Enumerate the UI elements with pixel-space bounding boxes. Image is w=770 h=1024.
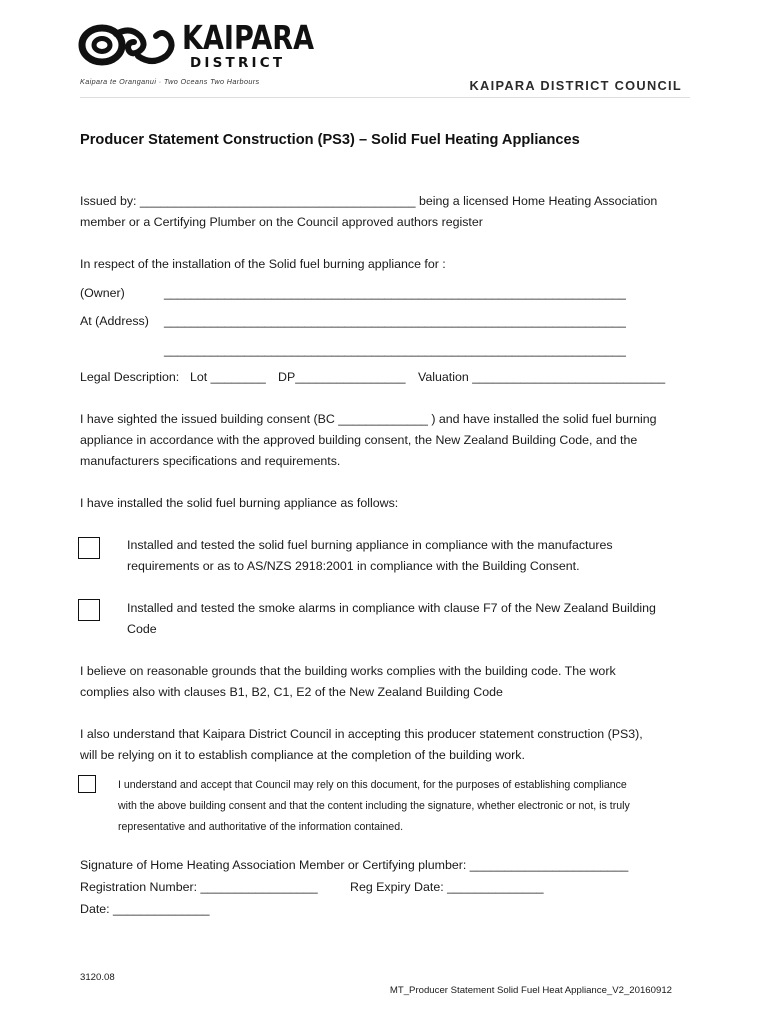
date-field[interactable]: Date: ______________ — [80, 902, 210, 916]
logo-district-word: DISTRICT — [190, 55, 286, 71]
address-field-2[interactable]: _____________________________________________________________________ — [164, 343, 626, 357]
issued-by-line[interactable]: Issued by: ________________________________________ being a licensed Home Heating Association — [80, 194, 658, 208]
document-title: Producer Statement Construction (PS3) – Solid Fuel Heating Appliances — [80, 132, 580, 148]
sighted-line-1[interactable]: I have sighted the issued building consent (BC _____________ ) and have installed the solid fuel burning — [80, 412, 657, 426]
installed-heading: I have installed the solid fuel burning appliance as follows: — [80, 496, 399, 510]
believe-line-2: complies also with clauses B1, B2, C1, E2 of the New Zealand Building Code — [80, 685, 503, 699]
council-name: KAIPARA DISTRICT COUNCIL — [469, 78, 682, 93]
check1-line-2: requirements or as to AS/NZS 2918:2001 in compliance with the Building Consent. — [127, 559, 580, 573]
owner-label: (Owner) — [80, 286, 125, 300]
registration-number-field[interactable]: Registration Number: _________________ — [80, 880, 318, 894]
sighted-line-2: appliance in accordance with the approved building consent, the New Zealand Building Code, and the — [80, 433, 638, 447]
accept-reliance-checkbox[interactable] — [78, 775, 96, 793]
signature-field[interactable]: Signature of Home Heating Association Member or Certifying plumber: _______________________ — [80, 858, 629, 872]
address-label: At (Address) — [80, 314, 149, 328]
sighted-line-3: manufacturers specifications and requirements. — [80, 454, 341, 468]
believe-line-1: I believe on reasonable grounds that the building works complies with the building code. The work — [80, 664, 616, 678]
check3-line-3: representative and authoritative of the information contained. — [118, 821, 404, 833]
smoke-alarm-checkbox[interactable] — [78, 599, 100, 621]
lot-field[interactable]: Lot ________ — [190, 370, 266, 384]
file-reference: MT_Producer Statement Solid Fuel Heat Appliance_V2_20160912 — [389, 985, 672, 996]
check1-line-1: Installed and tested the solid fuel burning appliance in compliance with the manufactures — [127, 538, 613, 552]
logo-kaipara-word: KAIPARA — [182, 18, 315, 57]
check3-line-2: with the above building consent and that the content including the signature, whether electronic or not, is truly — [118, 800, 630, 812]
form-code: 3120.08 — [80, 972, 115, 983]
check3-line-1: I understand and accept that Council may rely on this document, for the purposes of establishing compliance — [118, 779, 627, 791]
koru-spiral-icon — [78, 22, 180, 68]
valuation-field[interactable]: Valuation ____________________________ — [418, 370, 666, 384]
understand-line-1: I also understand that Kaipara District Council in accepting this producer statement construction (PS3), — [80, 727, 643, 741]
owner-field[interactable]: _____________________________________________________________________ — [164, 286, 626, 300]
appliance-compliance-checkbox[interactable] — [78, 537, 100, 559]
issued-by-line-2: member or a Certifying Plumber on the Council approved authors register — [80, 215, 483, 229]
dp-field[interactable]: DP________________ — [278, 370, 406, 384]
understand-line-2: will be relying on it to establish compliance at the completion of the building work. — [80, 748, 525, 762]
reg-expiry-field[interactable]: Reg Expiry Date: ______________ — [350, 880, 544, 894]
header-divider — [80, 97, 690, 98]
check2-line-2: Code — [127, 622, 157, 636]
respect-text: In respect of the installation of the Solid fuel burning appliance for : — [80, 257, 446, 271]
check2-line-1: Installed and tested the smoke alarms in compliance with clause F7 of the New Zealand Building — [127, 601, 656, 615]
logo-tagline: Kaipara te Oranganui · Two Oceans Two Harbours — [80, 77, 260, 86]
address-field[interactable]: _____________________________________________________________________ — [164, 314, 626, 328]
legal-description-label: Legal Description: — [80, 370, 180, 384]
